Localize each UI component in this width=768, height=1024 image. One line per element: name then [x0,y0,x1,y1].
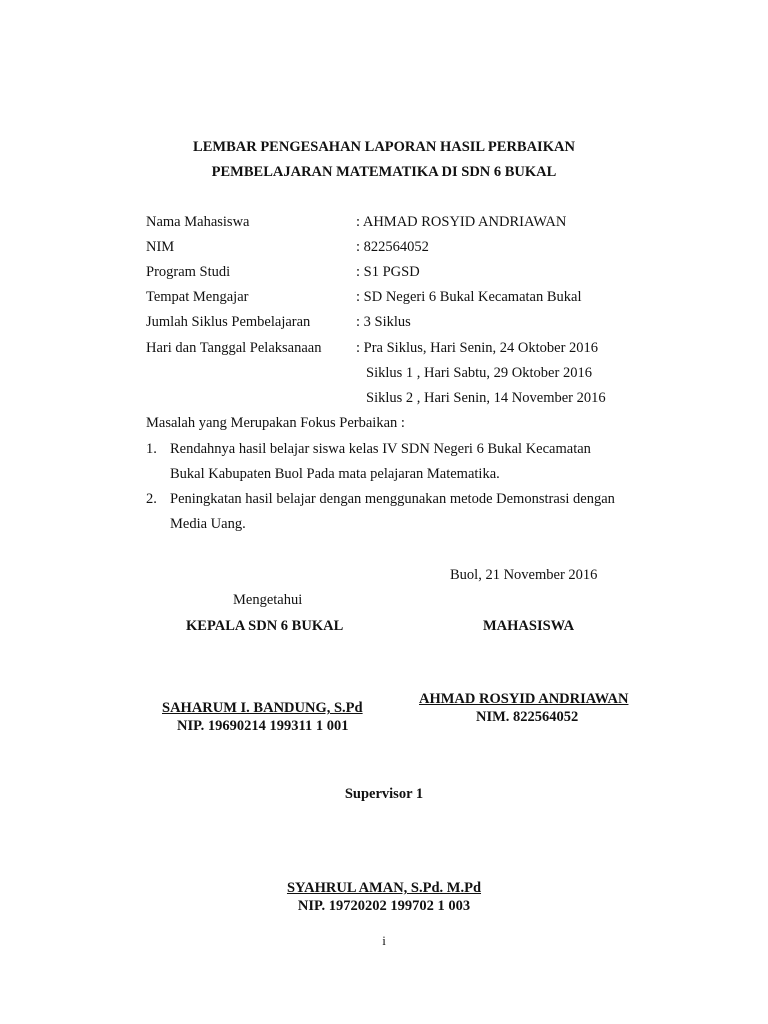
schedule-cycle-2: Siklus 2 , Hari Senin, 14 November 2016 [366,390,606,406]
document-title-line-1: LEMBAR PENGESAHAN LAPORAN HASIL PERBAIKAN [193,139,575,155]
field-label-nim: NIM [146,239,175,255]
field-label-schedule: Hari dan Tanggal Pelaksanaan [146,340,322,356]
headmaster-role: KEPALA SDN 6 BUKAL [186,618,344,634]
problem-1-line-2: Bukal Kabupaten Buol Pada mata pelajaran Matematika. [170,466,500,482]
supervisor-nip: NIP. 19720202 199702 1 003 [297,898,471,914]
schedule-cycle-1: Siklus 1 , Hari Sabtu, 29 Oktober 2016 [366,365,592,381]
field-label-name: Nama Mahasiswa [146,214,250,230]
document-title-line-2: PEMBELAJARAN MATEMATIKA DI SDN 6 BUKAL [211,164,557,180]
problem-1-number: 1. [146,441,157,457]
problem-2-line-1: Peningkatan hasil belajar dengan menggunakan metode Demonstrasi dengan [170,491,615,507]
headmaster-nip: NIP. 19690214 199311 1 001 [177,718,349,734]
supervisor-role: Supervisor 1 [344,786,424,802]
place-date: Buol, 21 November 2016 [450,567,598,583]
problem-1-line-1: Rendahnya hasil belajar siswa kelas IV SDN Negeri 6 Bukal Kecamatan [170,441,591,457]
student-name: AHMAD ROSYID ANDRIAWAN [419,691,629,707]
field-value-schedule: : Pra Siklus, Hari Senin, 24 Oktober 2016 [356,340,599,356]
supervisor-name: SYAHRUL AMAN, S.Pd. M.Pd [286,880,482,896]
field-value-place: : SD Negeri 6 Bukal Kecamatan Bukal [356,289,582,305]
field-value-name: : AHMAD ROSYID ANDRIAWAN [356,214,567,230]
problems-heading: Masalah yang Merupakan Fokus Perbaikan : [146,415,405,431]
problem-2-line-2: Media Uang. [170,516,246,532]
field-value-nim: : 822564052 [356,239,429,255]
field-value-program: : S1 PGSD [356,264,420,280]
field-label-place: Tempat Mengajar [146,289,249,305]
field-label-program: Program Studi [146,264,231,280]
headmaster-name: SAHARUM I. BANDUNG, S.Pd [162,700,363,716]
student-role: MAHASISWA [483,618,575,634]
problem-2-number: 2. [146,491,157,507]
field-label-cycles: Jumlah Siklus Pembelajaran [146,314,311,330]
field-value-cycles: : 3 Siklus [356,314,411,330]
page-number: i [382,933,386,948]
student-nim: NIM. 822564052 [476,709,579,725]
acknowledged-label: Mengetahui [233,592,303,608]
